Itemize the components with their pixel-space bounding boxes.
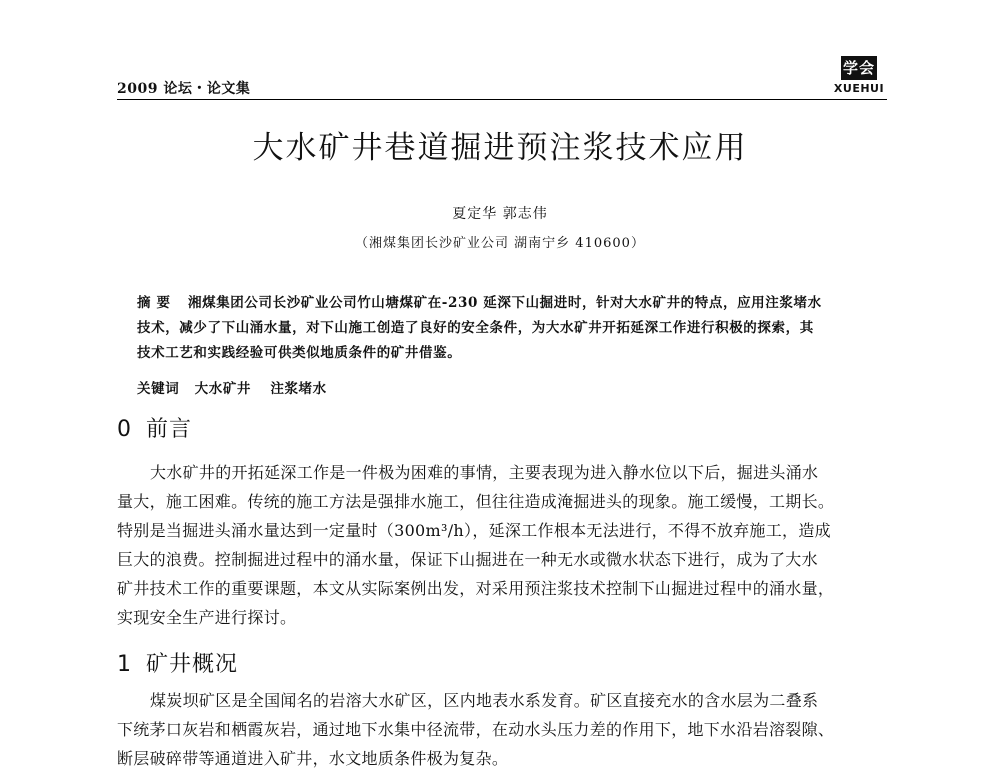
body-line: 特别是当掘进头涌水量达到一定量时（300m³/h），延深工作根本无法进行，不得不放弃施工，造成 xyxy=(117,521,831,540)
body-line: 量大，施工困难。传统的施工方法是强排水施工，但往往造成淹掘进头的现象。施工缓慢，工期长。 xyxy=(117,492,835,511)
section-number: 0 xyxy=(117,417,132,442)
keywords xyxy=(137,377,341,397)
logo-text: XUEHUI xyxy=(833,82,885,95)
keywords-label: 关键词 xyxy=(137,381,180,397)
abstract-line: 技术工艺和实践经验可供类似地质条件的矿井借鉴。 xyxy=(137,345,462,361)
paper-affiliation: （湘煤集团长沙矿业公司 湖南宁乡 410600） xyxy=(355,236,645,251)
section-heading xyxy=(117,647,238,678)
section-title: 矿井概况 xyxy=(146,652,239,677)
body-line: 实现安全生产进行探讨。 xyxy=(117,608,297,627)
logo-mark: 学会 xyxy=(841,56,877,80)
abstract-line: 技术，减少了下山涌水量，对下山施工创造了良好的安全条件，为大水矿井开拓延深工作进行积极的探索，其 xyxy=(137,320,814,336)
section-title: 前言 xyxy=(146,417,193,442)
body-line: 断层破碎带等通道进入矿井，水文地质条件极为复杂。 xyxy=(117,749,509,768)
section-number: 1 xyxy=(117,652,132,677)
abstract-label: 摘要 xyxy=(137,295,176,311)
journal-name: 2009 论坛・论文集 xyxy=(117,81,251,97)
paper-authors: 夏定华 郭志伟 xyxy=(452,206,548,222)
section-heading xyxy=(117,412,192,443)
body-line: 煤炭坝矿区是全国闻名的岩溶大水矿区，区内地表水系发育。矿区直接充水的含水层为二叠系 xyxy=(150,691,819,710)
body-line: 下统茅口灰岩和栖霞灰岩，通过地下水集中径流带，在动水头压力差的作用下，地下水沿岩溶裂隙、 xyxy=(117,720,835,739)
keyword: 大水矿井 xyxy=(194,381,252,397)
abstract-line: 湘煤集团公司长沙矿业公司竹山塘煤矿在-230 延深下山掘进时，针对大水矿井的特点，应用注浆堵水 xyxy=(188,295,822,311)
xuehui-logo xyxy=(830,56,888,96)
abstract xyxy=(137,291,887,366)
header-divider xyxy=(117,99,887,100)
body-line: 矿井技术工作的重要课题，本文从实际案例出发，对采用预注浆技术控制下山掘进过程中的涌水量， xyxy=(117,579,835,598)
section-body xyxy=(117,458,887,632)
paper-title: 大水矿井巷道掘进预注浆技术应用 xyxy=(252,130,748,166)
keyword: 注浆堵水 xyxy=(270,381,327,397)
body-line: 巨大的浪费。控制掘进过程中的涌水量，保证下山掘进在一种无水或微水状态下进行，成为了大水 xyxy=(117,550,818,569)
body-line: 大水矿井的开拓延深工作是一件极为困难的事情，主要表现为进入静水位以下后，掘进头涌水 xyxy=(150,463,819,482)
